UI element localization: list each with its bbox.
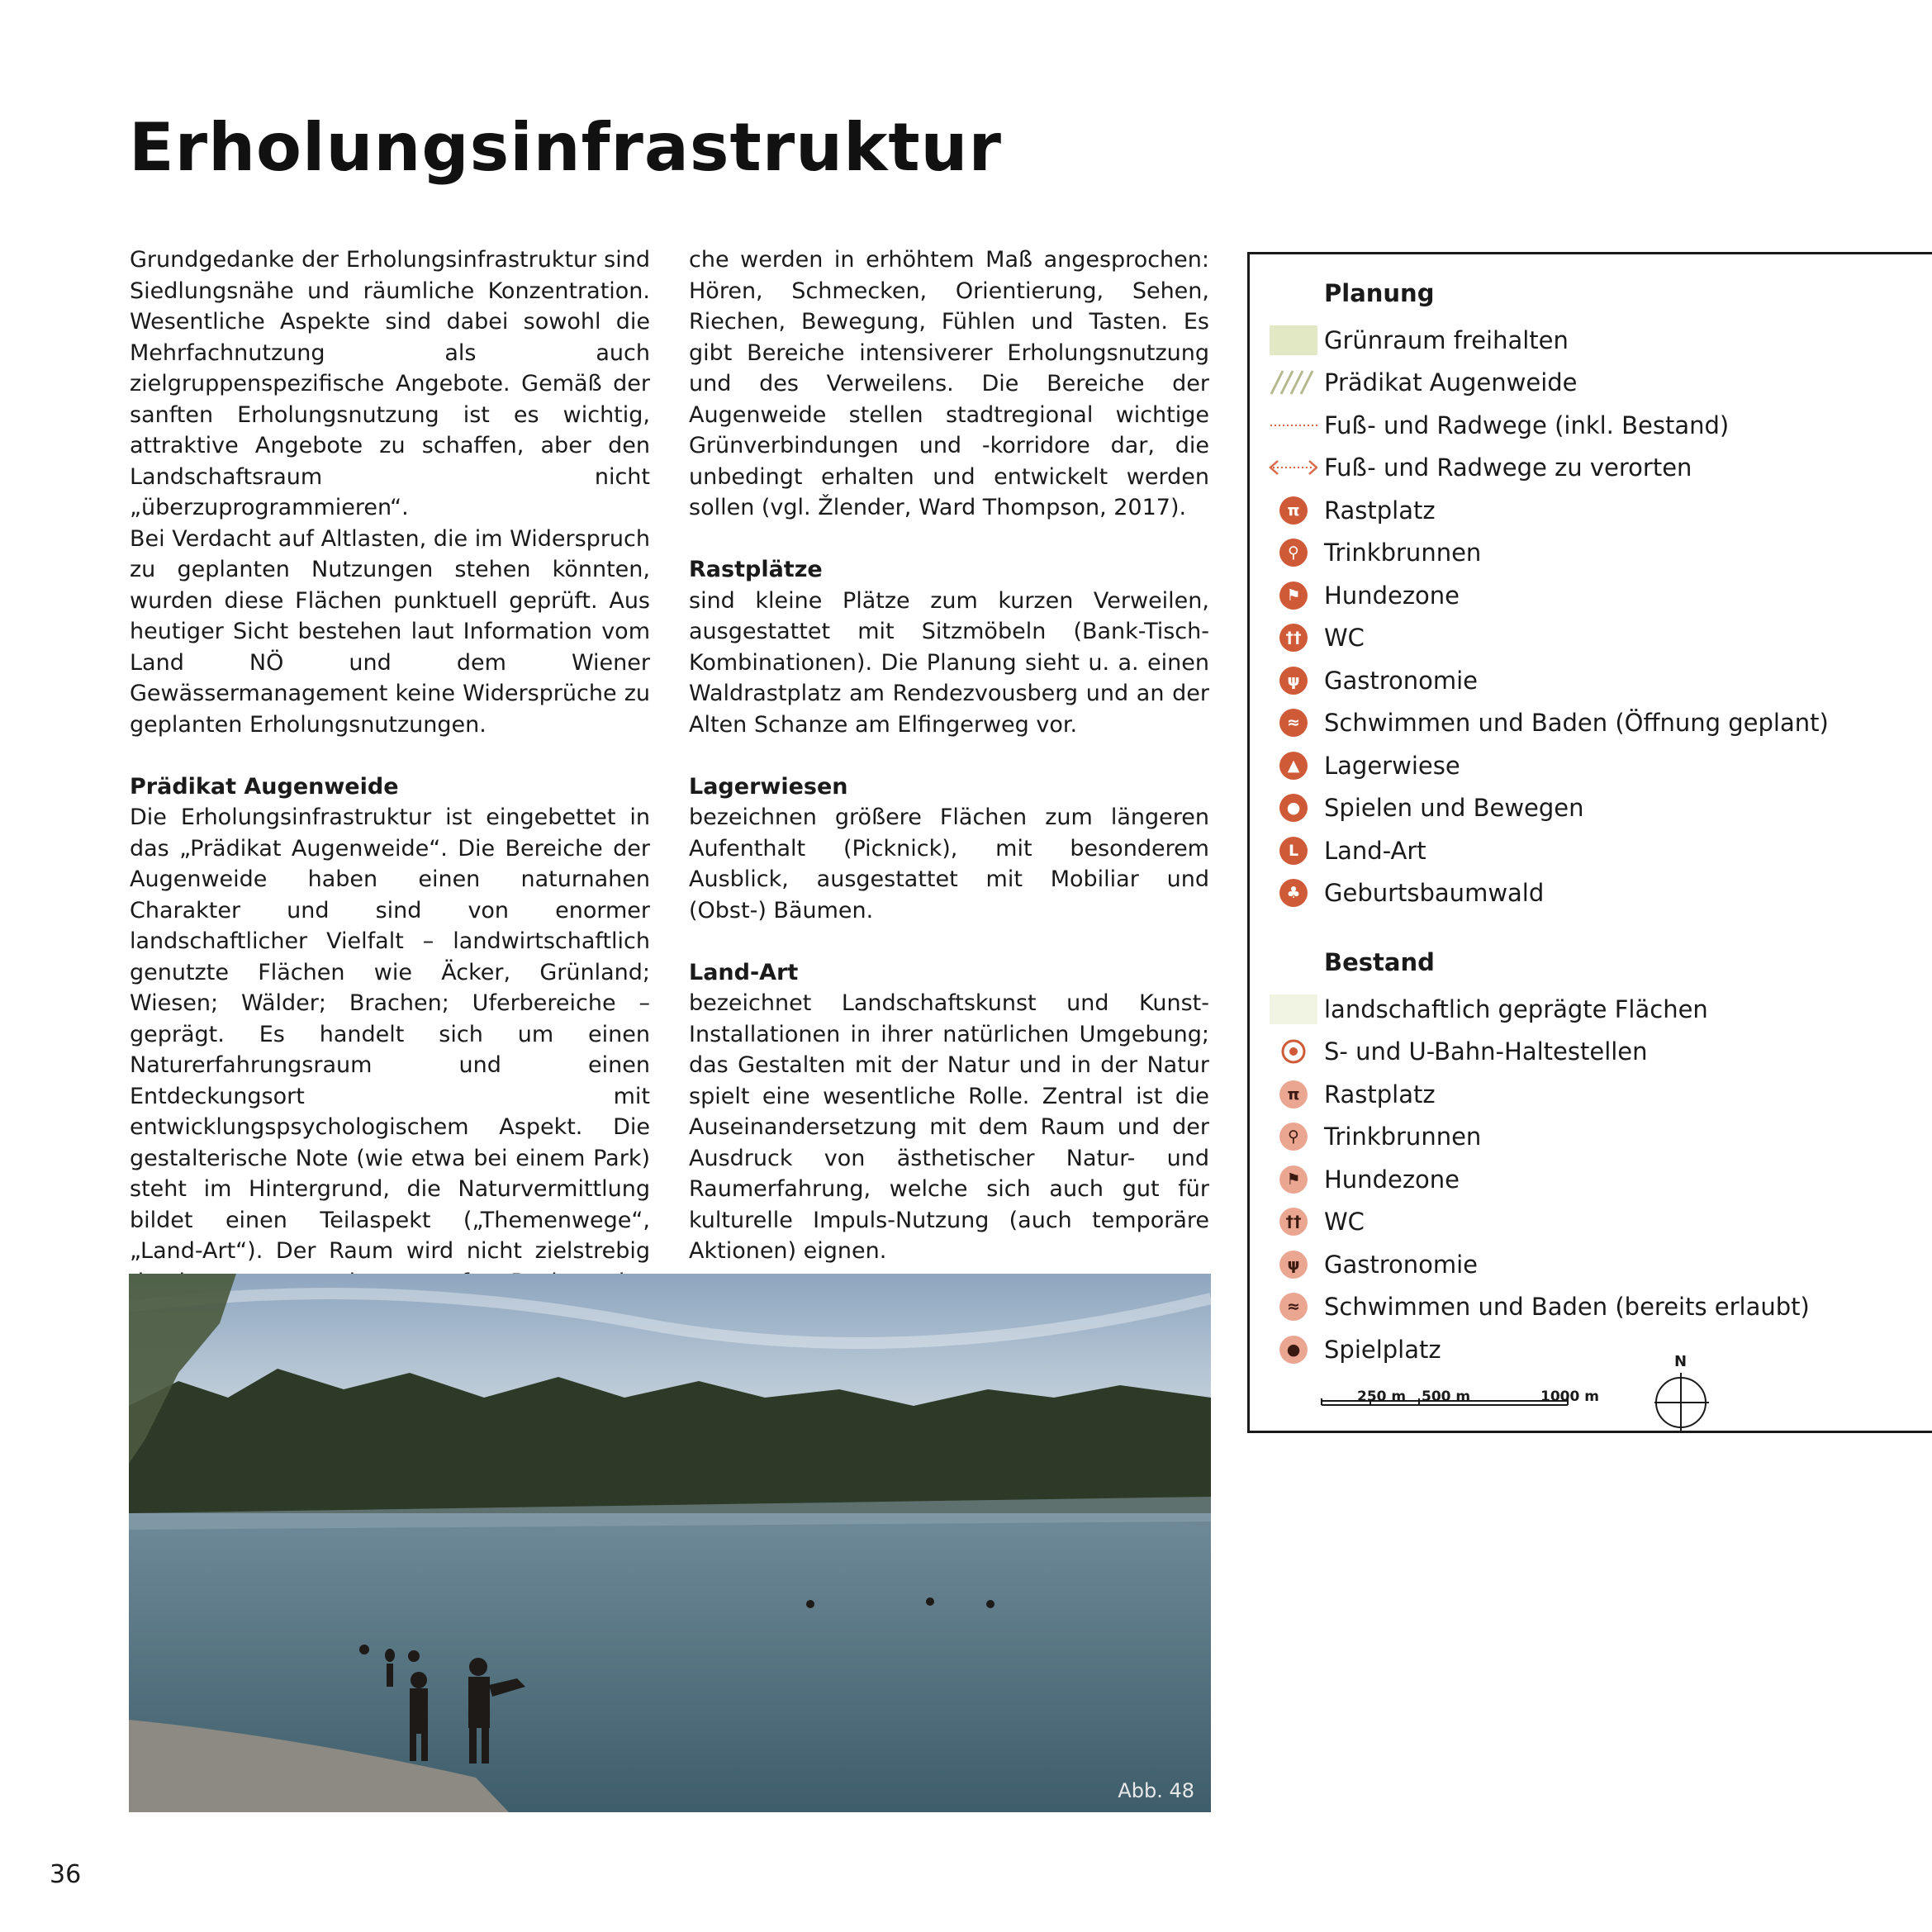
legend-label: S- und U-Bahn-Haltestellen [1324,1037,1648,1066]
dotted-path-icon [1268,407,1317,444]
paragraph: Bei Verdacht auf Altlasten, die im Widerspruch zu geplanten Nutzungen stehen könnten, wurden diese Flächen punktuell geprüft. Aus heutiger Sicht bestehen laut Information vom Land NÖ und dem Wiener Gewässermanagement keine Widersprüche zu geplanten Erholungsnutzungen. [130,525,650,738]
map-legend [1247,252,1932,1433]
section-heading-rastplaetze: Rastplätze [689,557,823,582]
legend-label: Spielen und Bewegen [1324,794,1584,822]
dog-icon: ⚑ [1279,581,1308,610]
legend-row [1250,449,1932,486]
legend-heading-planung: Planung [1324,279,1435,307]
cutlery-icon: ψ [1279,667,1308,695]
section-heading-lagerwiesen: Lagerwiesen [689,773,848,800]
legend-row [1250,1033,1932,1070]
photo-caption: Abb. 48 [1118,1779,1194,1802]
legend-row [1250,619,1932,656]
legend-label: Rastplatz [1324,496,1436,525]
legend-row [1250,1203,1932,1240]
legend-heading-bestand: Bestand [1324,948,1435,976]
legend-row [1250,364,1932,401]
legend-label: Spielplatz [1324,1336,1441,1364]
paragraph: bezeichnen größere Flächen zum längeren Aufenthalt (Picknick), mit besonderem Ausblick, ausgestattet mit Mobiliar und (Obst-) Bäumen. [689,805,1209,923]
scale-label-500: 500 m [1422,1388,1471,1405]
play-icon: ● [1279,794,1308,822]
meadow-icon: ▲ [1279,752,1308,780]
legend-label: Hundezone [1324,1165,1460,1194]
legend-row [1250,1161,1932,1198]
legend-label: Gastronomie [1324,1251,1479,1279]
picnic-icon: π [1279,496,1308,525]
legend-row [1250,322,1932,358]
legend-row [1250,875,1932,911]
section-heading-augenweide: Prädikat Augenweide [130,773,399,800]
paragraph: sind kleine Plätze zum kurzen Verweilen, ausgestattet mit Sitzmöbeln (Bank-Tisch-Kombinationen). Die Planung sieht u. a. einen Waldrastplatz am Rendezvousberg und an der Alten Schanze am Elfingerweg vor. [689,587,1209,738]
arrow-path-icon [1268,449,1317,486]
playground-icon: ● [1279,1336,1308,1364]
legend-label: Fuß- und Radwege zu verorten [1324,453,1692,482]
legend-label: Lagerwiese [1324,752,1460,780]
section-heading-land-art: Land-Art [689,959,799,985]
legend-label: Prädikat Augenweide [1324,368,1578,396]
tree-icon: ♣ [1279,879,1308,907]
scale-label-1000: 1000 m [1540,1388,1599,1405]
lake-photo [129,1274,1211,1812]
legend-row [1250,748,1932,784]
scale-bar [1320,1374,1584,1407]
legend-label: Trinkbrunnen [1324,1123,1482,1151]
legend-label: Fuß- und Radwege (inkl. Bestand) [1324,411,1730,439]
compass-icon [1654,1369,1712,1436]
legend-label: Hundezone [1324,581,1460,610]
legend-label: landschaftlich geprägte Flächen [1324,995,1708,1023]
legend-label: Land-Art [1324,837,1426,865]
north-label: N [1674,1353,1688,1370]
legend-row [1250,534,1932,571]
legend-row [1250,1332,1932,1368]
fountain-icon: ⚲ [1279,539,1308,567]
dog-icon: ⚑ [1279,1165,1308,1194]
legend-row [1250,833,1932,869]
legend-row [1250,991,1932,1028]
legend-row [1250,1246,1932,1283]
paragraph: che werden in erhöhtem Maß angesprochen: Hören, Schmecken, Orientierung, Sehen, Riechen, Bewegung, Fühlen und Tasten. Es gibt Bereiche intensiverer Erholungsnutzung und des Verweilens. Die Bereiche der Augenweide stellen stadtregional wichtige Grünverbindungen und -korridore dar, die unbedingt erhalten und entwickelt werden sollen (vgl. Žlender, Ward Thompson, 2017). [689,247,1209,520]
text-column-left [130,244,650,1360]
legend-row [1250,407,1932,444]
page-number: 36 [50,1860,82,1889]
legend-row [1250,662,1932,699]
legend-row [1250,790,1932,826]
pale-swatch-icon [1270,994,1317,1024]
swim-icon: ≈ [1279,709,1308,737]
lake-scene [129,1274,1211,1812]
legend-label: Gastronomie [1324,667,1479,695]
paragraph: bezeichnet Landschaftskunst und Kunst-Installationen in ihrer natürlichen Umgebung; das Gestalten mit der Natur und in der Natur spielt eine wesentliche Rolle. Zentral ist die Auseinandersetzung mit dem Raum und der Ausdruck von ästhetischer Natur- und Raumerfahrung, welche sich auch gut für kulturelle Impuls-Nutzung (auch temporäre Aktionen) eignen. [689,990,1209,1264]
legend-label: Schwimmen und Baden (Öffnung geplant) [1324,709,1829,737]
cutlery-icon: ψ [1279,1251,1308,1279]
legend-label: Grünraum freihalten [1324,326,1569,354]
page-title: Erholungsinfrastruktur [129,109,1002,186]
legend-row [1250,1118,1932,1155]
legend-row [1250,705,1932,741]
fountain-icon: ⚲ [1279,1123,1308,1151]
land-art-icon: L [1279,837,1308,865]
legend-label: Schwimmen und Baden (bereits erlaubt) [1324,1293,1810,1321]
wc-icon: †† [1279,624,1308,652]
hatch-icon [1268,364,1317,401]
picnic-icon: π [1279,1080,1308,1108]
legend-label: WC [1324,624,1365,652]
wc-icon: †† [1279,1208,1308,1236]
paragraph: Die Erholungsinfrastruktur ist eingebettet in das „Prädikat Augenweide“. Die Bereiche der Augenweide haben einen naturnahen Charakter und sind von enormer landschaftlicher Vielfalt – landwirtschaftlich genutzte Flächen wie Äcker, Grünland; Wiesen; Wälder; Brachen; Uferbereiche – geprägt. Es handelt sich um einen Naturerfahrungsraum und einen Entdeckungsort mit entwicklungspsychologischem Aspekt. Die gestalterische Note (wie etwa bei einem Park) steht im Hintergrund, die Naturvermittlung bildet einen Teilaspekt („Themenwege“, „Land-Art“). Der Raum wird nicht zielstrebig [130,805,650,1264]
legend-row [1250,1289,1932,1325]
station-icon [1268,1033,1317,1070]
green-swatch-icon [1270,325,1317,355]
legend-label: Trinkbrunnen [1324,539,1482,567]
text-column-right [689,244,1209,1267]
legend-row [1250,492,1932,529]
swim-icon: ≈ [1279,1293,1308,1321]
paragraph: Grundgedanke der Erholungsinfrastruktur sind Siedlungsnähe und räumliche Konzentration. Wesentliche Aspekte sind dabei sowohl die Mehrfachnutzung als auch zielgruppenspezifische Angebote. Gemäß der sanften Erholungsnutzung ist es wichtig, attraktive Angebote zu schaffen, aber den Landschaftsraum nicht „überzuprogrammieren“. [130,247,650,520]
legend-label: Rastplatz [1324,1080,1436,1108]
scale-label-250: 250 m [1357,1388,1407,1405]
legend-label: Geburtsbaumwald [1324,879,1545,907]
legend-label: WC [1324,1208,1365,1236]
legend-row [1250,577,1932,614]
legend-row [1250,1076,1932,1113]
